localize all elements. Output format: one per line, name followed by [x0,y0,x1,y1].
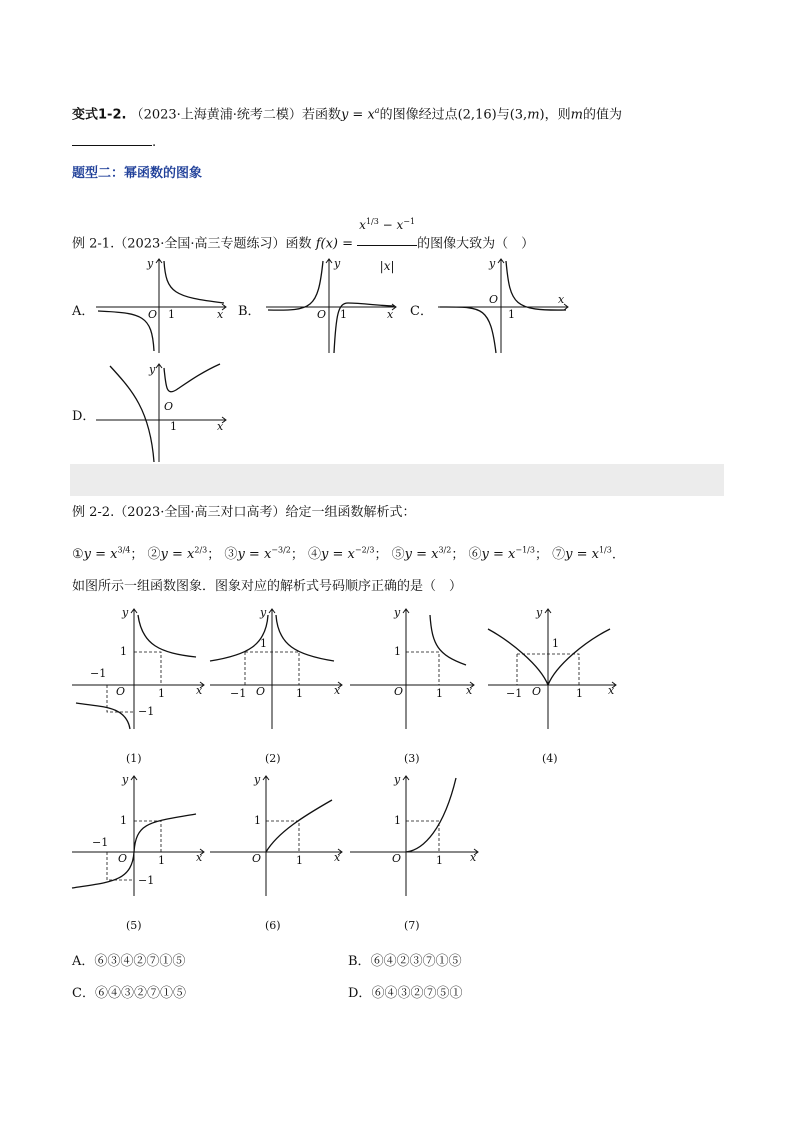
point-2-m: m [527,107,540,123]
svg-text:x: x [334,851,341,864]
svg-text:x: x [334,684,341,697]
num-exp: 1/3 [365,217,379,226]
svg-text:−1: −1 [138,874,155,887]
ex22-graph-4 [486,605,620,730]
ex21-source: （2023·全国·高三专题练习）函数 [114,236,312,252]
ex22-graph-7 [348,772,482,897]
num-x: x [359,218,366,232]
svg-text:1: 1 [576,687,583,700]
choice-d[interactable]: D．⑥④③②⑦⑤① [348,986,463,1001]
variant-text-d: ，则 [544,107,571,123]
choice-c[interactable]: C．⑥④③②⑦①⑤ [72,986,186,1001]
den: |x| [379,259,395,273]
num-exp2: −1 [403,217,416,226]
ex21-a-one: 1 [168,308,175,321]
ex22-graph-1 [70,605,210,730]
ex21-c-one: 1 [508,308,515,321]
choice-b[interactable]: B．⑥④②③⑦①⑤ [348,954,462,969]
variant-label: 变式1-2. [72,107,127,123]
svg-text:−1: −1 [90,667,107,680]
svg-text:O: O [392,852,402,865]
variant-source: （2023·上海黄浦·统考二模） [130,107,302,123]
ex22-source: （2023·全国·高三对口高考）给定一组函数解析式： [114,505,416,520]
ex21-c-origin: O [489,293,499,306]
caption-5: (5) [126,919,142,932]
svg-text:y: y [394,773,401,786]
svg-text:1: 1 [436,687,443,700]
func-3: ③y = $x^{-3/2}$ [224,546,291,563]
func-1: ①y = $x^{3/4}$ [72,546,131,563]
svg-text:O: O [116,685,126,698]
ex21-graph-c [434,255,574,355]
caption-2: (2) [265,752,281,765]
svg-text:x: x [470,851,477,864]
variant-text-c: 与 [496,107,510,123]
ex22-graph-5 [70,772,210,897]
svg-text:y: y [254,773,261,786]
svg-text:x: x [196,684,203,697]
ex21-a-origin: O [148,308,158,321]
svg-text:x: x [608,684,615,697]
caption-7: (7) [404,919,420,932]
svg-text:1: 1 [296,854,303,867]
ex21-graph-b [262,255,402,355]
caption-6: (6) [265,919,281,932]
func-6: ⑥y = $x^{-1/3}$ [468,546,535,563]
svg-text:y: y [122,773,129,786]
svg-text:1: 1 [394,814,401,827]
num-b: − x [378,218,404,232]
ex22-func-list: ①y = $x^{3/4}$； ②y = $x^{2/3}$； ③y = $x^{-3/2}$； ④y = $x^{-2/3}$； ⑤y = $x^{3/2}$； ⑥y = $x^{-1/3}$； ⑦y = $x^{1/3}$. [72,546,616,563]
svg-text:−1: −1 [506,687,523,700]
example-2-2 [72,503,416,523]
svg-text:y: y [394,606,401,619]
ex22-graph-2 [208,605,348,730]
svg-text:1: 1 [158,687,165,700]
ex21-d-x: x [217,420,224,433]
svg-text:O: O [532,685,542,698]
ex21-b-y: y [334,257,341,270]
answer-blank-line [72,133,156,153]
svg-text:1: 1 [158,854,165,867]
ex21-b-x: x [387,308,394,321]
svg-text:O: O [394,685,404,698]
func-7: ⑦y = $x^{1/3}$ [552,546,612,563]
ex22-graph-3 [348,605,478,730]
svg-text:1: 1 [436,854,443,867]
ex21-graph-d [92,360,232,464]
svg-text:1: 1 [120,645,127,658]
caption-3: (3) [404,752,420,765]
variant-text-e: 的值为 [582,107,622,123]
svg-text:1: 1 [552,637,559,650]
ex21-a-x: x [217,308,224,321]
point-1: (2,16) [457,107,497,123]
choice-a[interactable]: A．⑥③④②⑦①⑤ [72,954,186,969]
svg-text:O: O [256,685,266,698]
variant-question [72,101,622,125]
svg-text:1: 1 [120,814,127,827]
svg-text:y: y [536,606,543,619]
svg-text:y: y [260,606,267,619]
ex22-label: 例 2-2. [72,505,115,520]
svg-text:1: 1 [296,687,303,700]
svg-text:−1: −1 [138,705,155,718]
svg-text:1: 1 [254,814,261,827]
ex21-fx: f(x) = [315,236,354,252]
caption-1: (1) [126,752,142,765]
svg-text:1: 1 [260,637,267,650]
ex21-d-origin: O [164,400,174,413]
func-5: ⑤y = $x^{3/2}$ [391,546,452,563]
ex21-d-y: y [149,363,156,376]
ex21-graph-a [92,255,232,355]
ex21-d-one: 1 [170,420,177,433]
ex21-b-one: 1 [340,308,347,321]
func-2: ②y = $x^{2/3}$ [147,546,208,563]
section-title: 题型二：幂函数的图象 [72,166,203,181]
ex21-option-a[interactable]: A． [72,304,95,319]
point-2: (3, [509,107,528,123]
power-exp: a [374,106,380,115]
var-m: m [570,107,583,123]
ex22-prompt: 如图所示一组函数图象．图象对应的解析式号码顺序正确的是（ ） [72,579,463,594]
func-4: ④y = $x^{-2/3}$ [308,546,375,563]
svg-text:−1: −1 [92,836,109,849]
answer-area-bar [70,464,724,496]
ex21-option-c[interactable]: C． [410,304,433,319]
power-func: y = x [340,107,375,123]
svg-text:O: O [118,852,128,865]
svg-text:−1: −1 [230,687,247,700]
answer-blank[interactable] [72,133,152,146]
point-2-close: ) [539,107,545,123]
caption-4: (4) [542,752,558,765]
ex21-a-y: y [147,257,154,270]
ex21-tail: 的图像大致为（ ） [417,236,535,252]
ex21-label: 例 2-1. [72,236,115,252]
svg-text:x: x [196,851,203,864]
ex21-b-origin: O [317,308,327,321]
svg-text:O: O [252,852,262,865]
ex22-graph-6 [208,772,348,897]
svg-text:y: y [122,606,129,619]
ex21-option-b[interactable]: B． [238,304,261,319]
svg-text:1: 1 [394,645,401,658]
variant-text-a: 若函数 [301,107,341,123]
ex21-c-x: x [558,293,565,306]
svg-text:x: x [466,684,473,697]
ex21-option-d[interactable]: D． [72,409,96,424]
ex21-c-y: y [489,257,496,270]
variant-end: . [152,135,157,150]
variant-text-b: 的图像经过点 [379,107,458,123]
